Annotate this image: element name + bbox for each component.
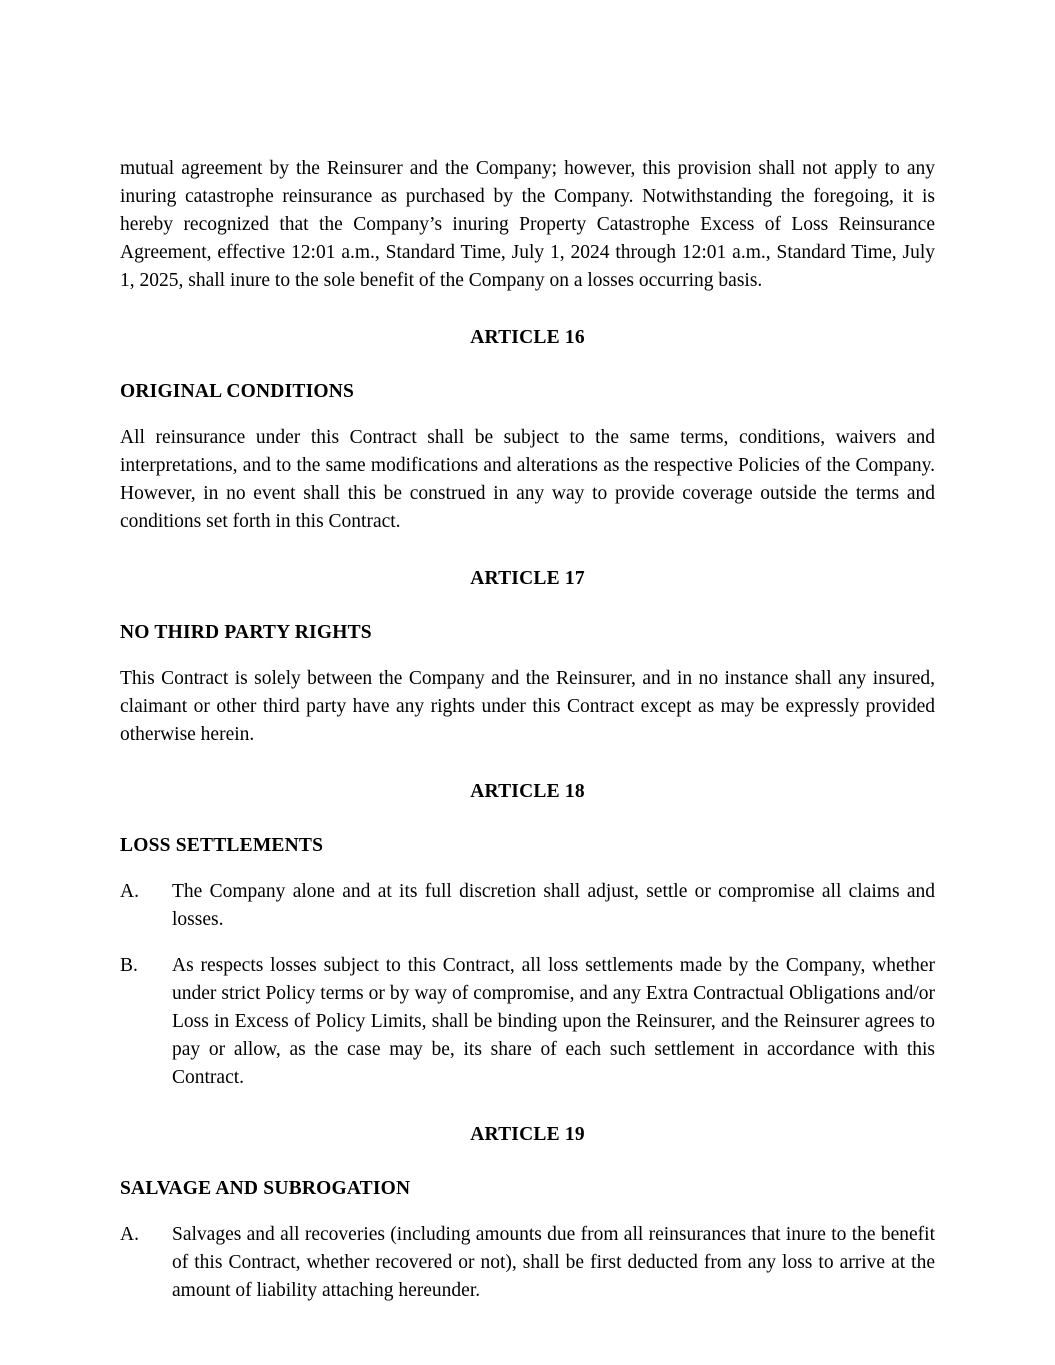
spacer bbox=[120, 536, 935, 565]
article-18-number: ARTICLE 18 bbox=[470, 781, 585, 802]
spacer bbox=[120, 934, 935, 952]
spacer bbox=[120, 406, 935, 424]
article-18-title: LOSS SETTLEMENTS bbox=[120, 835, 324, 856]
list-item-text: As respects losses subject to this Contract, all loss settlements made by the Company, whether under strict Policy terms or by way of compromise, and any Extra Contractual Obligations and/or Loss in Excess of Policy Limits, shall be binding upon the Reinsurer, and the Reinsurer agrees to pay or allow, as the case may be, its share of each such settlement in accordance with this Contract. bbox=[172, 955, 935, 1088]
article-17-paragraph: This Contract is solely between the Company and the Reinsurer, and in no instance shall any insured, claimant or other third party have any rights under this Contract except as may be expressly provided otherwise herein. bbox=[120, 668, 935, 745]
document-body bbox=[120, 155, 935, 1305]
list-item bbox=[120, 952, 935, 1092]
article-17-title: NO THIRD PARTY RIGHTS bbox=[120, 622, 372, 643]
spacer bbox=[120, 352, 935, 378]
spacer bbox=[120, 806, 935, 832]
spacer bbox=[120, 1092, 935, 1121]
list-marker: B. bbox=[120, 955, 138, 976]
spacer bbox=[120, 749, 935, 778]
spacer bbox=[120, 1149, 935, 1175]
intro-paragraph: mutual agreement by the Reinsurer and the Company; however, this provision shall not apply to any inuring catastrophe reinsurance as purchased by the Company. Notwithstanding the foregoing, it is hereby recognized that the Company’s inuring Property Catastrophe Excess of Loss Reinsurance Agreement, effective 12:01 a.m., Standard Time, July 1, 2024 through 12:01 a.m., Standard Time, July 1, 2025, shall inure to the sole benefit of the Company on a losses occurring basis. bbox=[120, 158, 935, 291]
spacer bbox=[120, 1203, 935, 1221]
list-item-text: The Company alone and at its full discretion shall adjust, settle or compromise all claims and losses. bbox=[172, 881, 935, 930]
spacer bbox=[120, 647, 935, 665]
article-16-title: ORIGINAL CONDITIONS bbox=[120, 381, 355, 402]
spacer bbox=[120, 295, 935, 324]
list-marker: A. bbox=[120, 881, 139, 902]
list-item bbox=[120, 878, 935, 934]
article-19-number: ARTICLE 19 bbox=[470, 1124, 585, 1145]
article-16-paragraph: All reinsurance under this Contract shall be subject to the same terms, conditions, waivers and interpretations, and to the same modifications and alterations as the respective Policies of the Company. However, in no event shall this be construed in any way to provide coverage outside the terms and conditions set forth in this Contract. bbox=[120, 427, 935, 532]
list-item-text: Salvages and all recoveries (including amounts due from all reinsurances that inure to the benefit of this Contract, whether recovered or not), shall be first deducted from any loss to arrive at the amount of liability attaching hereunder. bbox=[172, 1224, 935, 1301]
spacer bbox=[120, 860, 935, 878]
article-16-number: ARTICLE 16 bbox=[470, 327, 585, 348]
list-item bbox=[120, 1221, 935, 1305]
article-17-number: ARTICLE 17 bbox=[470, 568, 585, 589]
article-19-title: SALVAGE AND SUBROGATION bbox=[120, 1178, 411, 1199]
spacer bbox=[120, 593, 935, 619]
list-marker: A. bbox=[120, 1224, 139, 1245]
